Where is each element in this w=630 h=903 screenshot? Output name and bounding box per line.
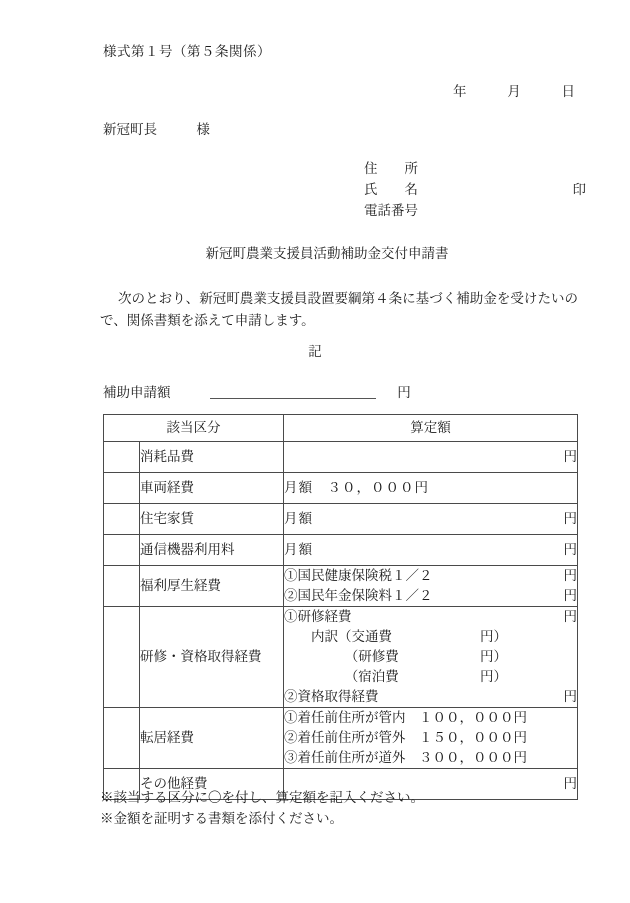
body-paragraph xyxy=(100,288,578,331)
amount-detail-text: 内訳（交通費 xyxy=(284,629,392,644)
addressee xyxy=(103,120,210,140)
yen-unit: 円） xyxy=(480,649,507,664)
day-label: 日 xyxy=(561,84,575,99)
address-label: 住 所 xyxy=(364,161,418,176)
amount-detail-line xyxy=(284,607,577,627)
applicant-phone-row xyxy=(364,201,594,222)
amount-detail-line xyxy=(284,667,577,687)
row-check-cell[interactable] xyxy=(104,566,140,607)
amount-detail-text: ③着任前住所が道外 ３００，０００円 xyxy=(284,750,527,765)
amount-detail-text: ②国民年金保険料１／２ xyxy=(284,588,433,603)
header-category: 該当区分 xyxy=(104,415,284,442)
yen-unit: 円 xyxy=(563,689,577,704)
body-text: 次のとおり、新冠町農業支援員設置要綱第４条に基づく補助金を受けたいので、関係書類を添えて申請します。 xyxy=(100,291,578,328)
yen-unit: 円 xyxy=(563,568,577,583)
amount-request-unit: 円 xyxy=(397,385,411,400)
row-category-label: 福利厚生経費 xyxy=(140,566,284,607)
form-number: 様式第１号（第５条関係） xyxy=(103,44,271,59)
phone-label: 電話番号 xyxy=(364,203,418,218)
applicant-name-row xyxy=(364,180,594,201)
month-label: 月 xyxy=(507,84,521,99)
addressee-name: 新冠町長 xyxy=(103,122,157,137)
cost-breakdown-table xyxy=(103,414,578,800)
yen-unit: 円 xyxy=(563,541,577,557)
addressee-honorific: 様 xyxy=(196,122,210,137)
amount-request-input[interactable] xyxy=(210,383,376,399)
name-label: 氏 名 xyxy=(364,182,418,197)
row-category-label: 通信機器利用料 xyxy=(140,535,284,566)
table-body xyxy=(104,442,578,800)
row-category-label: 研修・資格取得経費 xyxy=(140,607,284,708)
note-line: ※該当する区分に〇を付し、算定額を記入ください。 xyxy=(100,790,424,805)
row-category-label: その他経費 xyxy=(140,769,284,800)
table-row xyxy=(104,708,578,769)
amount-request-label: 補助申請額 xyxy=(103,385,171,400)
amount-text: 月額 xyxy=(284,541,313,557)
table-row xyxy=(104,442,578,473)
amount-detail-line xyxy=(284,586,577,606)
amount-text: 月額 ３０，０００円 xyxy=(284,479,429,495)
amount-detail-line xyxy=(284,647,577,667)
row-amount-cell[interactable] xyxy=(284,504,578,535)
amount-detail-text: （宿泊費 xyxy=(284,669,399,684)
row-check-cell[interactable] xyxy=(104,442,140,473)
yen-unit: 円） xyxy=(480,629,507,644)
row-amount-cell[interactable] xyxy=(284,535,578,566)
row-category-label: 転居経費 xyxy=(140,708,284,769)
amount-detail-text: ②着任前住所が管外 １５０，０００円 xyxy=(284,730,527,745)
amount-detail-text: ②資格取得経費 xyxy=(284,689,379,704)
amount-detail-line xyxy=(284,566,577,586)
table-row xyxy=(104,607,578,708)
seal-label: 印 xyxy=(572,182,586,197)
row-amount-cell[interactable] xyxy=(284,473,578,504)
amount-detail-text: ①国民健康保険税１／２ xyxy=(284,568,433,583)
amount-detail-line xyxy=(284,708,577,728)
table-row xyxy=(104,535,578,566)
table-row xyxy=(104,504,578,535)
notes-block xyxy=(100,788,580,830)
row-category-label: 消耗品費 xyxy=(140,442,284,473)
year-label: 年 xyxy=(453,84,467,99)
row-check-cell[interactable] xyxy=(104,535,140,566)
row-amount-cell[interactable] xyxy=(284,708,578,769)
date-entry-line xyxy=(0,82,575,102)
row-amount-cell[interactable] xyxy=(284,566,578,607)
row-check-cell[interactable] xyxy=(104,504,140,535)
yen-unit: 円） xyxy=(480,669,507,684)
row-amount-cell[interactable] xyxy=(284,442,578,473)
yen-unit: 円 xyxy=(563,510,577,526)
amount-text: 月額 xyxy=(284,510,313,526)
ki-mark: 記 xyxy=(308,344,322,359)
row-check-cell[interactable] xyxy=(104,708,140,769)
row-category-label: 住宅家賃 xyxy=(140,504,284,535)
yen-unit: 円 xyxy=(563,609,577,624)
table-row xyxy=(104,473,578,504)
amount-detail-line xyxy=(284,627,577,647)
amount-detail-line xyxy=(284,728,577,748)
row-category-label: 車両経費 xyxy=(140,473,284,504)
amount-detail-line xyxy=(284,748,577,768)
applicant-block xyxy=(364,159,594,222)
table-header-row xyxy=(104,415,578,442)
header-calculated-amount: 算定額 xyxy=(284,415,578,442)
row-amount-cell[interactable] xyxy=(284,607,578,708)
amount-request-line xyxy=(103,383,411,403)
yen-unit: 円 xyxy=(563,448,577,464)
row-check-cell[interactable] xyxy=(104,607,140,708)
yen-unit: 円 xyxy=(563,775,577,791)
amount-detail-text: ①研修経費 xyxy=(284,609,352,624)
applicant-address-row xyxy=(364,159,594,180)
row-check-cell[interactable] xyxy=(104,473,140,504)
document-title: 新冠町農業支援員活動補助金交付申請書 xyxy=(205,246,449,261)
amount-detail-text: ①着任前住所が管内 １００，０００円 xyxy=(284,710,527,725)
amount-detail-text: （研修費 xyxy=(284,649,399,664)
yen-unit: 円 xyxy=(563,588,577,603)
note-line: ※金額を証明する書類を添付ください。 xyxy=(100,810,343,826)
amount-detail-line xyxy=(284,687,577,707)
table-row xyxy=(104,566,578,607)
